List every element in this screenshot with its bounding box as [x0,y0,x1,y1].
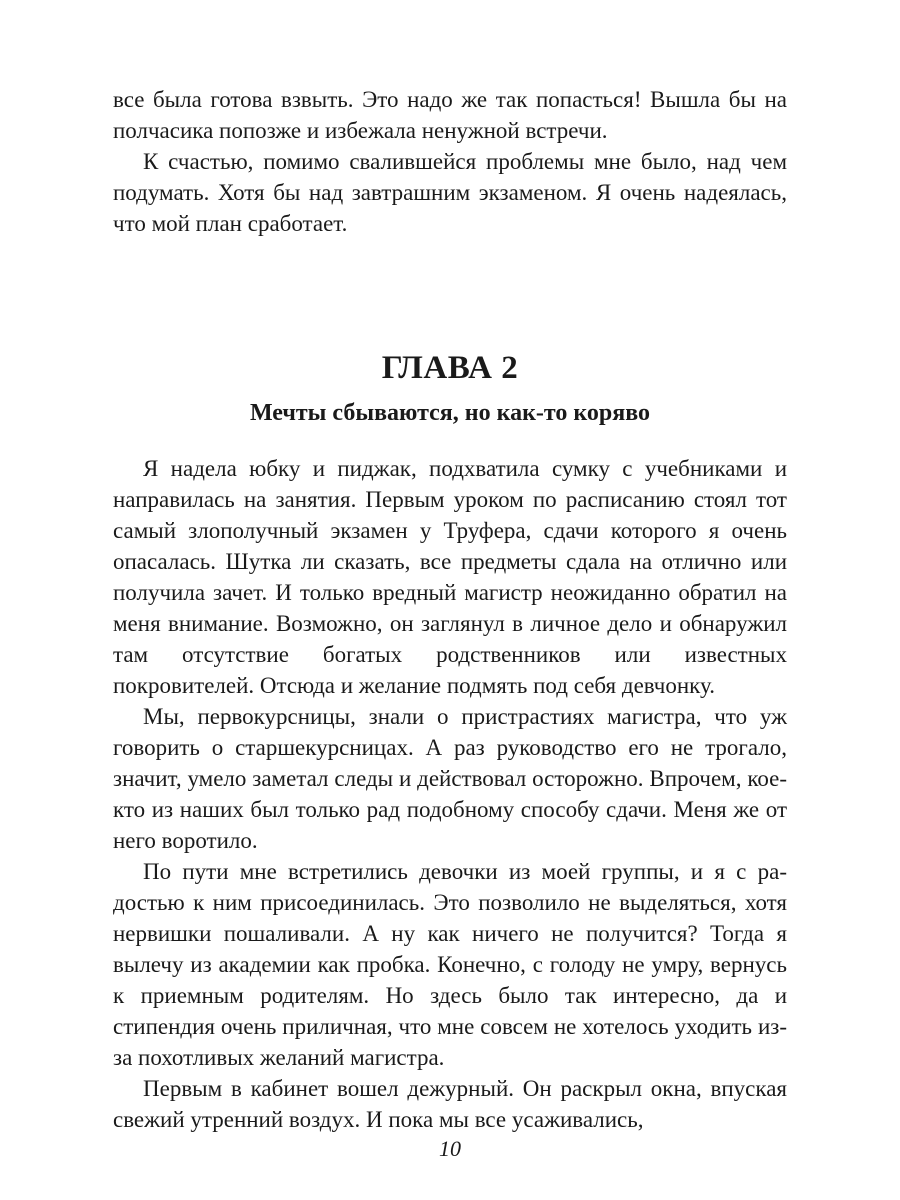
chapter-title: ГЛАВА 2 [381,350,519,386]
paragraph-3: По пути мне встретились девочки из моей группы, и я с радостью к ним присоединилась. Это позволило не выделяться, хотя нервишки пошаливали. А ну как ничего не получится? Тогда я вылечу из академии как пробка. Конечно, с голоду не умру, вернусь к приемным родителям. Но здесь было так интересно, да и стипендия очень приличная, что мне совсем не хотелось уходить из-за похотливых желаний магистра. [113,859,787,1070]
paragraph-1: Я надела юбку и пиджак, подхватила сумку с учебниками и направилась на занятия. Первым уроком по расписанию стоял тот самый злополучный экзамен у Труфера, сдачи которого я очень опасалась. Шутка ли сказать, все предметы сдала на отлично или получила зачет. И только вредный магистр неожиданно обратил на меня внимание. Возможно, он заглянул в личное дело и обнаружил там отсутствие богатых родственников или известных покровителей. Отсюда и желание подмять под себя девчонку. [113,456,787,698]
paragraph-2: Мы, первокурсницы, знали о пристрастиях магистра, что уж говорить о старшекурсницах. А раз руководство его не трогало, значит, умело заметал следы и действовал осторожно. Впрочем, кое-кто из наших был только рад подобному способу сдачи. Меня же от него воротило. [113,704,787,853]
book-page [113,84,787,1135]
chapter-subtitle: Мечты сбываются, но как-то коряво [249,400,651,426]
page-number: 10 [439,1136,461,1161]
paragraph-prev-1: все была готова взвыть. Это надо же так попасться! Вышла бы на полчасика попозже и избежала ненужной встречи. [113,87,787,143]
paragraph-prev-2: К счастью, помимо свалившейся проблемы мне было, над чем подумать. Хотя бы над завтрашним экзаменом. Я очень надеялась, что мой план сработает. [113,149,787,236]
paragraph-4: Первым в кабинет вошел дежурный. Он раскрыл окна, впуская свежий утренний воздух. И пока мы все усаживались, [113,1076,787,1132]
